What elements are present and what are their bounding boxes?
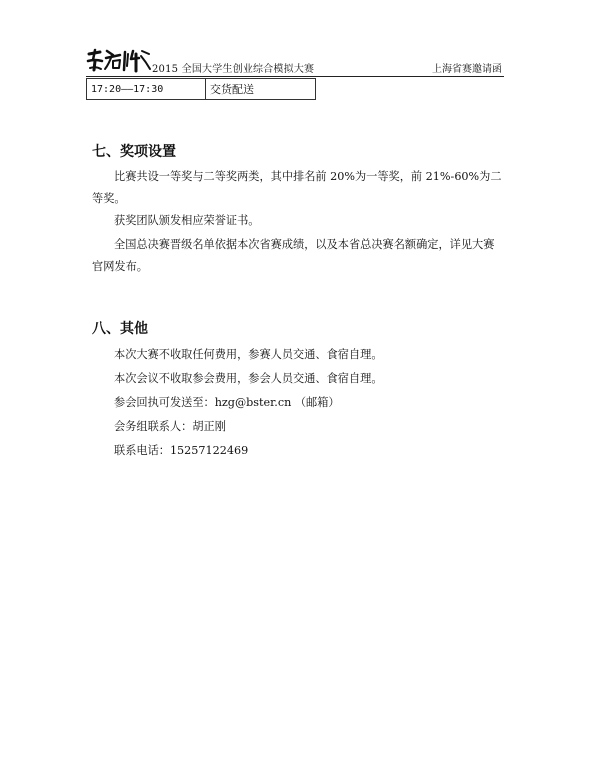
- contact-person-line: 会务组联系人：胡正刚: [114, 420, 226, 433]
- other-info-line: 本次会议不收取参会费用，参会人员交通、食宿自理。: [114, 372, 383, 385]
- section-title-awards: 七、奖项设置: [92, 144, 176, 160]
- brand-logo: [86, 46, 152, 74]
- contact-email-line: 参会回执可发送至：hzg@bster.cn （邮箱）: [114, 396, 340, 409]
- table-row: [87, 79, 316, 100]
- other-info-line: 本次大赛不收取任何费用，参赛人员交通、食宿自理。: [114, 348, 383, 361]
- header-document-name: 上海省赛邀请函: [432, 64, 502, 75]
- header-divider: [86, 76, 504, 77]
- contact-phone-line: 联系电话：15257122469: [114, 444, 249, 457]
- awards-paragraph: 全国总决赛晋级名单依据本次省赛成绩，以及本省总决赛名额确定，详见大赛官网发布。: [92, 238, 495, 273]
- header-title: 2015 全国大学生创业综合模拟大赛: [152, 64, 315, 75]
- awards-paragraph: 比赛共设一等奖与二等奖两类，其中排名前 20%为一等奖，前 21%-60%为二等奖。: [92, 170, 502, 205]
- page-header: [86, 46, 504, 76]
- schedule-time-cell: 17:20——17:30: [87, 79, 206, 100]
- schedule-item-cell: 交货配送: [206, 79, 316, 100]
- section-title-other: 八、其他: [92, 321, 148, 337]
- schedule-table: [86, 78, 316, 100]
- awards-paragraph: 获奖团队颁发相应荣誉证书。: [114, 214, 260, 227]
